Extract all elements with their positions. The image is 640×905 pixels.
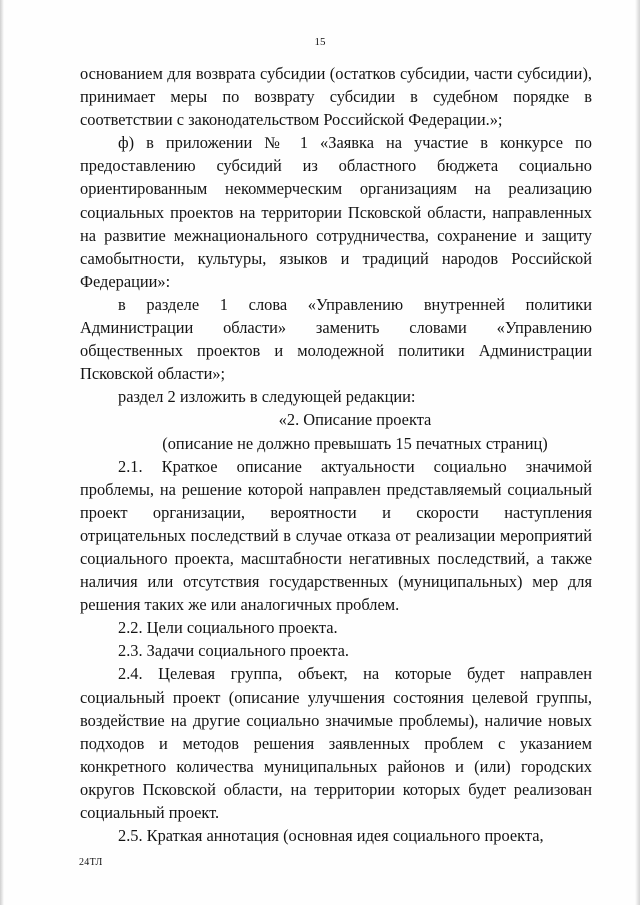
section-heading: «2. Описание проекта [278,410,432,430]
paragraph-section-1-replacement: в разделе 1 слова «Управлению внутренней политики Администрации области» заменить словами «Управлению общественных проектов и молодежной политики Администрации Псковской области»; [80,294,592,384]
paragraph-2-3: 2.3. Задачи социального проекта. [118,641,350,661]
paragraph-continuation: основанием для возврата субсидии (остатков субсидии, части субсидии), принимает меры по возврату субсидии в судебном порядке в соответствии с законодательством Российской Федерации.»; [80,64,592,130]
paragraph-2-5: 2.5. Краткая аннотация (основная идея социального проекта, [118,826,544,846]
scan-edge-left [0,0,4,905]
paragraph-2-2: 2.2. Цели социального проекта. [118,618,338,638]
paragraph-2-4: 2.4. Целевая группа, объект, на которые будет направлен социальный проект (описание улучшения состояния целевой группы, воздействие на другие социально значимые проблемы), наличие новых подходов и методов решения заявленных проблем с указанием конкретного количества муниципальных районов и (или) городских округов Псковской области, на территории которых будет реализован социальный проект. [80,664,592,822]
document-body [80,62,592,847]
paragraph-item-f: ф) в приложении № 1 «Заявка на участие в конкурсе по предоставлению субсидий из областного бюджета социально ориентированным некоммерческим организациям на реализацию социальных проектов на территории Псковской области, направленных на развитие межнационального сотрудничества, сохранение и защиту самобытности, культуры, языков и традиций народов Российской Федерации»: [80,133,592,291]
section-subheading: (описание не должно превышать 15 печатных страниц) [162,433,548,453]
paragraph-2-1: 2.1. Краткое описание актуальности социально значимой проблемы, на решение которой направлен представляемый социальный проект организации, вероятности и скорости наступления отрицательных последствий в случае отказа от реализации мероприятий социального проекта, масштабности негативных последствий, а также наличия или отсутствия государственных (муниципальных) мер для решения таких же или аналогичных проблем. [80,456,592,615]
footer-document-code: 24ТЛ [79,857,103,868]
page-number: 15 [314,36,326,48]
paragraph-section-2-intro: раздел 2 изложить в следующей редакции: [118,387,416,407]
scan-edge-right [635,0,640,905]
